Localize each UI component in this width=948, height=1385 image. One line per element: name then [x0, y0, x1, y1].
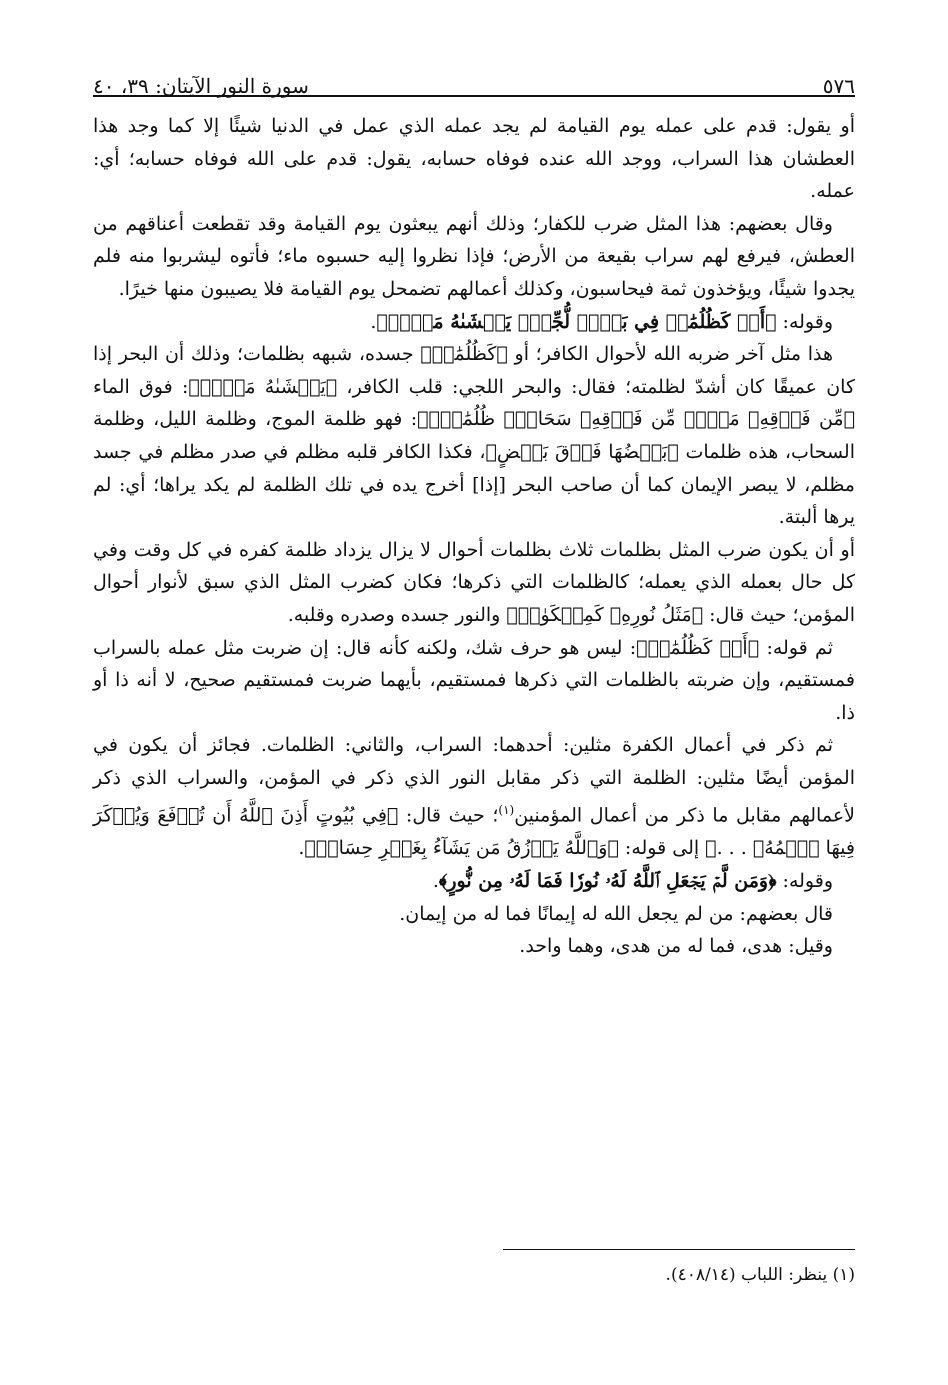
- paragraph: أو أن يكون ضرب المثل بظلمات ثلاث بظلمات أحوال لا يزال يزداد ظلمة كفره في كل وقت وفي كل حال بعمله الذي يعمله؛ كالظلمات التي ذكرها؛ فكان كضرب المثل الذي سبق لأنوار أحوال المؤمن؛ حيث قال: ﴿مَثَلُ نُورِهِۦ كَمِشۡكَوٰةٖ﴾ والنور جسده وصدره وقلبه.: [93, 538, 855, 626]
- running-title: سورة النور الآيتان: ٣٩، ٤٠: [93, 74, 309, 98]
- header-rule: [93, 95, 855, 97]
- quran-verse: ﴿أَوۡ كَظُلُمَٰتٖ فِي بَحۡرٖ لُّجِّيّٖ يَغۡشَىٰهُ مَوۡجٞ﴾: [376, 310, 777, 333]
- quran-verse: ﴿وَمَن لَّمۡ يَجۡعَلِ ٱللَّهُ لَهُۥ نُورٗا فَمَا لَهُۥ مِن نُّورٍ﴾: [438, 869, 777, 892]
- paragraph-tail: ؛ حيث قال: ﴿فِي بُيُوتٍ أَذِنَ ٱللَّهُ أَن تُرۡفَعَ وَيُذۡكَرَ فِيهَا ٱسۡمُهُۥ . . .﴾ إلى قوله: ﴿وَٱللَّهُ يَرۡزُقُ مَن يَشَآءُ بِغَيۡرِ حِسَابٖ﴾.: [93, 804, 855, 860]
- main-text: [93, 110, 855, 963]
- paragraph: وقيل: هدى، فما له من هدى، وهما واحد.: [519, 935, 833, 958]
- paragraph-text: ثم ذكر في أعمال الكفرة مثلين: أحدهما: السراب، والثاني: الظلمات. فجائز أن يكون في المؤمن أيضًا مثلين: الظلمة التي ذكر مقابل النور الذي ذكر في المؤمن، والسراب الذي ذكر لأعمالهم مقابل ما ذكر من أعمال المؤمنين: [93, 734, 855, 827]
- paragraph: هذا مثل آخر ضربه الله لأحوال الكافر؛ أو ﴿كَظُلُمَٰتٖ﴾ جسده، شبهه بظلمات؛ وذلك أن البحر إذا كان عميقًا كان أشدّ لظلمته؛ فقال: والبحر اللجي: قلب الكافر، ﴿يَغۡشَىٰهُ مَوۡجٞ﴾: فوق الماء ﴿مِّن فَوۡقِهِۦ مَوۡجٞ مِّن فَوۡقِهِۦ سَحَابٞۚ ظُلُمَٰتُۢ﴾: فهو ظلمة الموج، وظلمة الليل، وظلمة السحاب، هذه ظلمات ﴿بَعۡضُهَا فَوۡقَ بَعۡضٍ﴾، فكذا الكافر قلبه مظلم في صدر مظلم في جسد مظلم، لا يبصر الإيمان كما أن صاحب البحر [إذا] أخرج يده في تلك الظلمة لم يكد يراها؛ أي: لم يرها ألبتة.: [93, 343, 855, 529]
- paragraph: قال بعضهم: من لم يجعل الله له إيمانًا فما له من إيمان.: [399, 902, 833, 925]
- paragraph-tail: .: [370, 310, 377, 333]
- paragraph-lead: وقوله:: [776, 869, 833, 892]
- footnote-ref[interactable]: (١): [498, 803, 515, 818]
- page-header: [93, 58, 855, 98]
- paragraph: [93, 306, 855, 339]
- paragraph: [93, 729, 855, 865]
- page-number: ٥٧٦: [822, 74, 855, 98]
- paragraph-lead: وقوله:: [776, 310, 833, 333]
- paragraph: أو يقول: قدم على عمله يوم القيامة لم يجد عمله الذي عمل في الدنيا شيئًا إلا كما وجد هذا العطشان هذا السراب، ووجد الله عنده فوفاه حسابه، يقول: قدم على الله فوفاه حسابه؛ أي: عمله.: [93, 115, 855, 203]
- paragraph-tail: .: [432, 869, 439, 892]
- footnote-rule: [503, 1249, 855, 1250]
- paragraph: ثم قوله: ﴿أَوۡ كَظُلُمَٰتٖ﴾: ليس هو حرف شك، ولكنه كأنه قال: إن ضربت مثل عمله بالسراب فمستقيم، وإن ضربته بالظلمات التي ذكرها فمستقيم، بأيهما ضربت فمستقيم صحيح، لا أنه ذا أو ذا.: [93, 636, 855, 724]
- paragraph: [93, 865, 855, 898]
- footnote: (١) ينظر: اللباب (٤٠٨/١٤).: [665, 1265, 855, 1285]
- paragraph: وقال بعضهم: هذا المثل ضرب للكفار؛ وذلك أنهم يبعثون يوم القيامة وقد تقطعت أعناقهم من العطش، فيرفع لهم سراب بقيعة من الأرض؛ فإذا نظروا إليه حسبوه ماء؛ فأتوه ليشربوا منه فلم يجدوا شيئًا، ويؤخذون ثمة فيحاسبون، وكذلك أعمالهم تضمحل يوم القيامة فلا يصيبون منها خيرًا.: [93, 212, 855, 300]
